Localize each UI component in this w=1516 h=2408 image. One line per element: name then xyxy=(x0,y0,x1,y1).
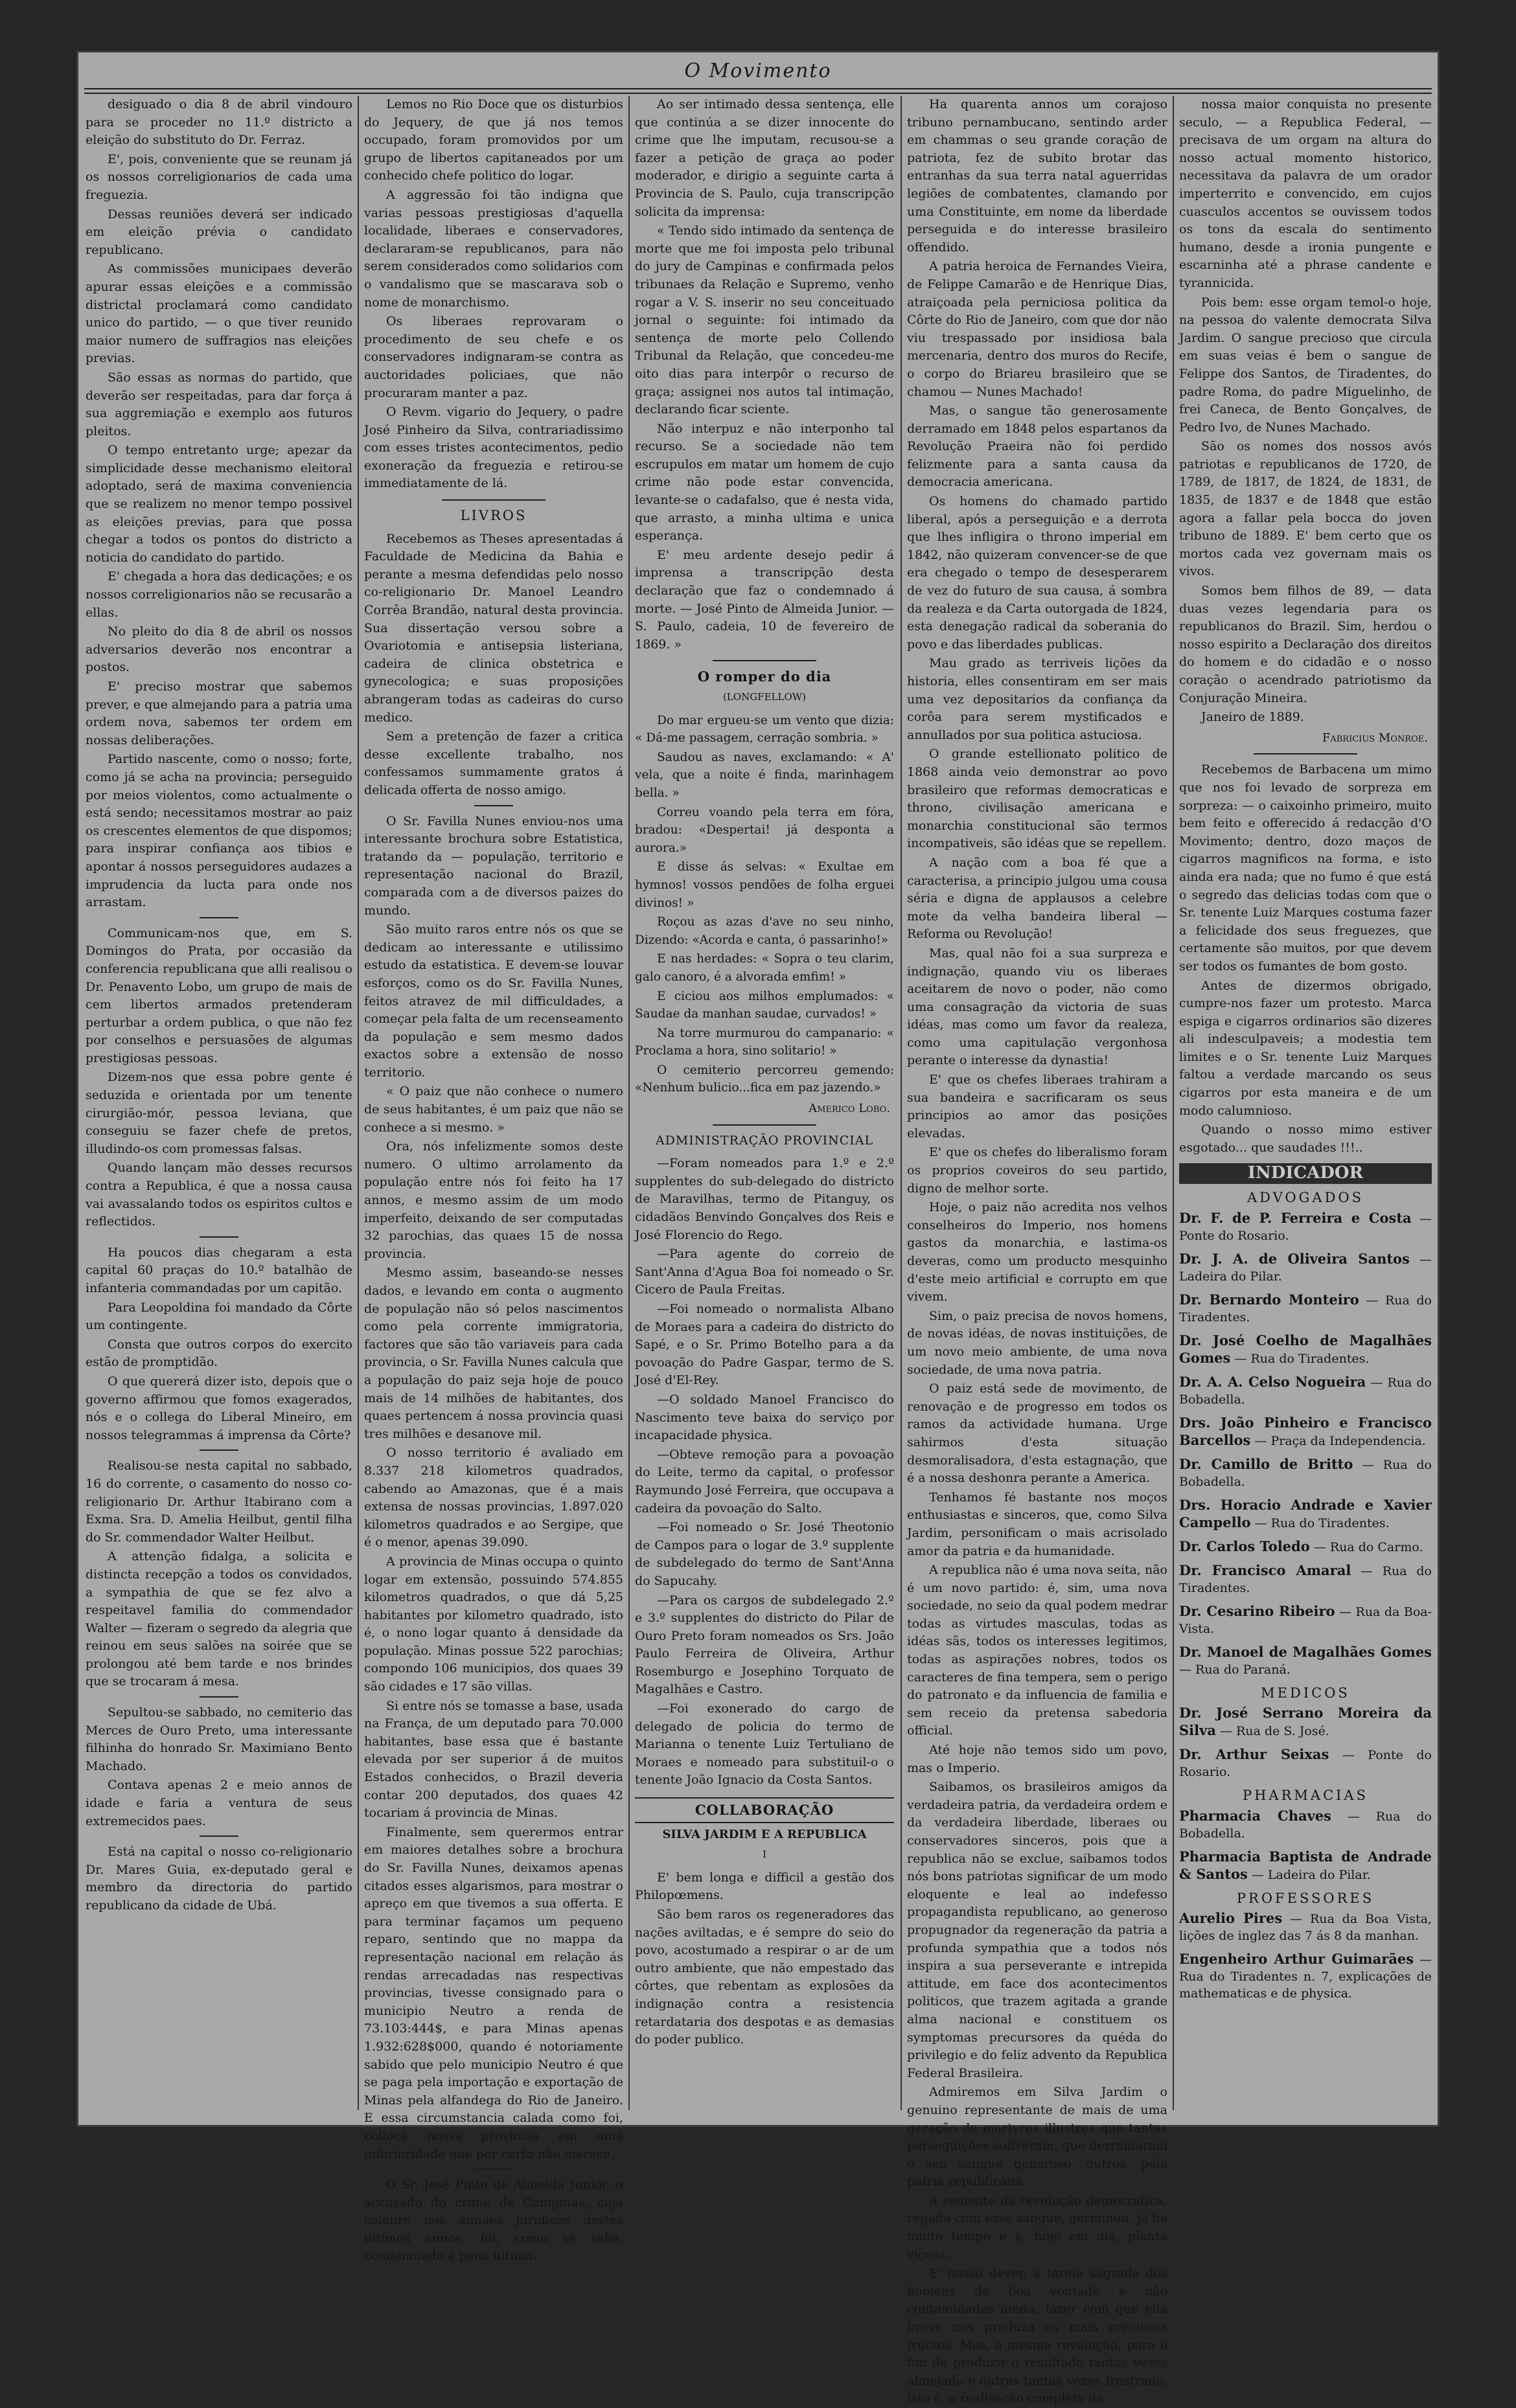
paragraph: E' preciso mostrar que sabemos prever, e que almejando para a patria uma ordem nova, sabemos ter ordem em nossas deliberações. xyxy=(86,679,352,747)
entry-address: — Rua do Tiradentes. xyxy=(1179,1563,1432,1595)
entry-name: Engenheiro Arthur Guimarães xyxy=(1179,1951,1414,1968)
paragraph: E' meu ardente desejo pedir á imprensa a transcripção desta declaração que faz o condemnado á morte. — José Pinto de Almeida Junior. — S. Paulo, cadeia, 10 de fevereiro de 1869. » xyxy=(635,547,894,652)
directory-entry xyxy=(1179,1562,1432,1596)
entry-name: Dr. Carlos Toledo xyxy=(1179,1538,1310,1554)
paragraph: Communicam-nos que, em S. Domingos do Prata, por occasião da conferencia republicana que alli realisou o Dr. Penavento Lobo, um grupo de mais de cem libertos armados pretenderam perturbar a ordem publica, o que não fez por conselhos e persuasões de algumas prestigiosas pessoas. xyxy=(86,926,352,1065)
paragraph: Saibamos, os brasileiros amigos da verdadeira patria, da verdadeira ordem e da verdadeira liberdade, liberaes ou conservadores sinceros, pois que a republica não se exclue, saibamos todos nós bons patriotas significar de um modo eloquente e leal ao indefesso propagandista republicano, ao generoso propugnador da regeneração da patria a profunda sympathia que a todos nós inspira a sua perseverante e intrepida attitude, em face dos acontecimentos politicos, que trazem agitada a grande alma nacional e constituem os symptomas precursores da quéda do privilegio e do feliz advento da Republica Federal Brasileira. xyxy=(907,1780,1167,2080)
admin-notices xyxy=(635,1155,894,1789)
paragraph: Sim, o paiz precisa de novos homens, de novas idéas, de novas instituições, de um novo meio ambiente, de uma nova sociedade, de uma nova patria. xyxy=(907,1308,1167,1377)
admin-heading: ADMINISTRAÇÃO PROVINCIAL xyxy=(655,1133,874,1148)
directory-entry xyxy=(1179,1374,1432,1408)
paragraph: « Tendo sido intimado da sentença de morte que me foi imposta pelo tribunal do jury de Campinas e confirmada pelos tribunaes da Relação e Supremo, venho rogar a V. S. inserir no seu conceituado jornal o seguinte: foi intimado da sentença de morte pelo Collendo Tribunal da Relação, que concedeu-me oito dias para interpôr o recurso de graça; assignei nos autos tal intimação, declarando ficar sciente. xyxy=(635,223,894,417)
column-3 xyxy=(635,96,894,2117)
entry-address: — Rua do Bobadella. xyxy=(1179,1375,1432,1407)
paragraph: E', pois, conveniente que se reunam já os nossos correligionarios de cada uma freguezia. xyxy=(86,152,352,202)
favilla-article xyxy=(364,813,623,2164)
paragraph: Mau grado as terriveis lições da historia, elles consentiram em ser mais uma vez depositarios da confiança da corôa para serem mystificados e annullados por sua politica astuciosa. xyxy=(907,656,1167,742)
paragraph: Tenhamos fé bastante nos moços enthusiastas e sinceros, que, como Silva Jardim, personificam o mais acrisolado amor da patria e da humanidade. xyxy=(907,1490,1167,1558)
entry-address: — Rua do Tiradentes n. 7, explicações de mathematicas e de physica. xyxy=(1179,1953,1432,2001)
entry-address: — Rua do Carmo. xyxy=(1313,1539,1423,1554)
paragraph: O Revm. vigario do Jequery, o padre José Pinheiro da Silva, contrariadissimo com esses tristes acontecimentos, pedio exoneração da freguezia e retirou-se immediatamente de lá. xyxy=(364,405,623,491)
entry-name: Aurelio Pires xyxy=(1179,1910,1283,1927)
paragraph: Ora, nós infelizmente somos deste numero. O ultimo arrolamento da população entre nós foi feito ha 17 annos, e mesmo assim de um modo imperfeito, deixando de ser computadas 32 parochias, das quaes 15 de nossa provincia. xyxy=(364,1139,623,1261)
header-rule xyxy=(84,88,1432,94)
paragraph: O que quererá dizer isto, depois que o governo affirmou que fomos exagerados, nós e o collega do Liberal Mineiro, em nossos telegrammas á imprensa da Côrte? xyxy=(86,1374,352,1442)
entry-address: — Ponte do Rosario. xyxy=(1179,1211,1432,1243)
entry-address: — Rua do Tiradentes. xyxy=(1179,1293,1432,1324)
entry-address: — Rua do Tiradentes. xyxy=(1254,1516,1390,1530)
collab-article xyxy=(635,1869,894,2049)
paragraph: Sem a pretenção de fazer a critica desse excellente trabalho, nos confessamos summamente gratos á delicada offerta de nosso amigo. xyxy=(364,729,623,797)
poem-stanza: Roçou as azas d'ave no seu ninho, Dizendo: «Acorda e canta, ó passarinho!» xyxy=(635,915,894,947)
column-rule xyxy=(901,96,902,2110)
entry-address: — Rua de S. José. xyxy=(1219,1724,1329,1739)
medicos-list xyxy=(1179,1705,1432,1780)
pharmacias-heading: PHARMACIAS xyxy=(1242,1788,1368,1804)
professores-list xyxy=(1179,1910,1432,2002)
poem-stanza: E disse ás selvas: « Exultae em hymnos! vossos pendões de folha erguei divinos! » xyxy=(635,860,894,910)
paragraph: Ao ser intimado dessa sentença, elle que continúa a se dizer innocente do crime que lhe imputam, recusou-se a fazer a petição de graça ao poder moderador, e dirigio a seguinte carta á Provincia de S. Paulo, cuja transcripção solicita da imprensa: xyxy=(635,97,894,219)
directory-entry xyxy=(1179,1910,1432,1944)
paragraph: Recebemos as Theses apresentadas á Faculdade de Medicina da Bahia e perante a mesma defendidas pelo nosso co-religionario Dr. Manoel Leandro Corrêa Brandão, natural desta provincia. Sua dissertação versou sobre a Ovariotomia e antisepsia listeriana, cadeira de clinica obstetrica e gynecologica; e suas proposições abrangeram todas as cadeiras do curso medico. xyxy=(364,531,623,725)
entry-name: Dr. José Serrano Moreira da Silva xyxy=(1179,1705,1432,1739)
poem-signature: Americo Lobo. xyxy=(809,1102,890,1116)
directory-entry xyxy=(1179,1497,1432,1532)
separator xyxy=(1254,753,1357,755)
professores-heading: PROFESSORES xyxy=(1236,1890,1375,1906)
masthead xyxy=(76,51,1440,89)
paragraph: E' que os chefes liberaes trahiram a sua bandeira e sacrificaram os seus principios ao amor das posições elevadas. xyxy=(907,1073,1167,1141)
advogados-heading: ADVOGADOS xyxy=(1246,1190,1364,1206)
advogados-list xyxy=(1179,1210,1432,1678)
poem-stanza: Correu voando pela terra em fóra, bradou: «Despertai! já desponta a aurora.» xyxy=(635,805,894,855)
paragraph: —Foi nomeado o normalista Albano de Moraes para a cadeira do districto do Sapé, e o Sr. Primo Botelho para a da povoação do Padre Gaspar, termo de S. José d'El-Rey. xyxy=(635,1302,894,1388)
paragraph: A provincia de Minas occupa o quinto logar em extensão, possuindo 574.855 kilometros quadrados, o que dá 5,25 habitantes por kilometro quadrado, isto é, o nono logar quanto á densidade da população. Minas possue 522 parochias; compondo 106 municipios, dos quaes 39 são cidades e 17 são villas. xyxy=(364,1554,623,1694)
paragraph: —Para agente do correio de Sant'Anna d'Agua Boa foi nomeado o Sr. Cicero de Paula Freitas. xyxy=(635,1247,894,1297)
column-2 xyxy=(364,96,623,2264)
directory-entry xyxy=(1179,1705,1432,1740)
entry-name: Dr. Manoel de Magalhães Gomes xyxy=(1179,1643,1432,1660)
paragraph: E' nosso dever, a tarefa sagrada dos homens de boa vontade e não contaminados ainda, fazer com que ella breve nos produza os mais preciosos fructos. Mas, a mesma revolução, para o fim de produzir o resultado tantas vezes almejado e outras tantas vezes frustrado, isto é, a realisação completa da xyxy=(907,2266,1167,2406)
separator xyxy=(200,1696,238,1698)
paragraph: A nação com a boa fé que a caracterisa, a principio julgou uma cousa séria e digna de applausos a celebre mote da velha bandeira liberal — Reforma ou Revolução! xyxy=(907,855,1167,942)
paragraph: —Obteve remoção para a povoação do Leite, termo da capital, o professor Raymundo José Ferreira, que occupava a cadeira da povoação do Salto. xyxy=(635,1447,894,1516)
entry-name: Dr. J. A. de Oliveira Santos xyxy=(1179,1250,1410,1267)
separator xyxy=(474,2168,513,2170)
directory-entry xyxy=(1179,1210,1432,1244)
poem-stanza: E nas herdades: « Sopra o teu clarim, galo canoro, é a alvorada emfim! » xyxy=(635,952,894,984)
paragraph: Partido nascente, como o nosso; forte, como já se acha na provincia; perseguido por meios violentos, como actualmente o está sendo; necessitamos mostrar ao paiz os crescentes elementos de que dispomos; para inspirar confiança aos tibios e apontar á nossos perseguidores audazes a imprudencia da lucta para onde nos arrastam. xyxy=(86,752,352,910)
paragraph: São essas as normas do partido, que deverão ser respeitadas, para dar força á sua aggremiação e exemplo aos futuros pleitos. xyxy=(86,370,352,438)
paragraph: O paiz está sede de movimento, de renovação e de progresso em todos os ramos da actividade humana. Urge sahirmos d'esta situação desmoralisadora, d'esta estagnação, que é a nossa deshonra perante a America. xyxy=(907,1381,1167,1486)
paragraph: desiguado o dia 8 de abril vindouro para se proceder no 11.º districto a eleição do substituto do Dr. Ferraz. xyxy=(86,97,352,148)
paragraph: Consta que outros corpos do exercito estão de promptidão. xyxy=(86,1337,352,1370)
paragraph: Ha poucos dias chegaram a esta capital 60 praças do 10.º batalhão de infanteria commandadas por um capitão. xyxy=(86,1245,352,1295)
paragraph: Mas, o sangue tão generosamente derramado em 1848 pelos espartanos da Revolução Praeira não foi perdido felizmente para a santa causa da democracia americana. xyxy=(907,403,1167,490)
separator xyxy=(713,1124,816,1126)
paragraph: Hoje, o paiz não acredita nos velhos conselheiros do Imperio, nos homens gastos da monarchia, e lastima-os deveras, como um producto mesquinho d'este meio artificial e corrupto em que vivem. xyxy=(907,1200,1167,1304)
column-4 xyxy=(907,96,1167,2406)
column-rule xyxy=(358,96,359,2110)
directory-entry xyxy=(1179,1538,1432,1556)
newspaper-page xyxy=(76,51,1440,2406)
entry-name: Drs. João Pinheiro e Francisco Barcellos xyxy=(1179,1414,1432,1448)
collab-number: I xyxy=(763,1848,766,1861)
separator xyxy=(442,499,546,501)
paragraph: Os homens do chamado partido liberal, após a perseguição e a derrota que lhes infligira o throno imperial em 1842, não quizeram convencer-se de que era chegado o tempo de desesperarem de vez do futuro de sua causa, á sombra da realeza e da Carta outorgada de 1824, esta denegação radical da soberania do povo e das liberdades publicas. xyxy=(907,494,1167,652)
poem-body xyxy=(635,712,894,1097)
paragraph: O nosso territorio é avaliado em 8.337 218 kilometros quadrados, cabendo ao Amazonas, que é a mais extensa de nossas provincias, 1.897.020 kilometros quadrados e ao Sergipe, que é o menor, apenas 39.090. xyxy=(364,1446,623,1550)
paragraph: Dizem-nos que essa pobre gente é seduzida e orientada por um tenente cirurgião-mór, pessoa leviana, que conseguiu se fazer chefe de pretos, illudindo-os com promessas falsas. xyxy=(86,1070,352,1156)
paragraph: No pleito do dia 8 de abril os nossos adversarios deverão nos encontrar a postos. xyxy=(86,624,352,675)
directory-entry xyxy=(1179,1456,1432,1490)
collab-subtitle: SILVA JARDIM E A REPUBLICA xyxy=(662,1827,867,1841)
paragraph: As commissões municipaes deverão apurar essas eleições e a commissão districtal proclamará como candidato unico do partido, — o que tiver reunido maior numero de suffragios nas eleições previas. xyxy=(86,262,352,366)
entry-address: — Ladeira do Pilar. xyxy=(1251,1867,1371,1882)
collab-heading: COLLABORAÇÃO xyxy=(635,1797,894,1823)
separator xyxy=(200,1835,238,1837)
indicador-heading: INDICADOR xyxy=(1179,1163,1432,1184)
medicos-heading: MEDICOS xyxy=(1261,1685,1350,1701)
entry-name: Dr. José Coelho de Magalhães Gomes xyxy=(1179,1332,1432,1366)
directory-entry xyxy=(1179,1951,1432,2002)
paragraph: Admiremos em Silva Jardim o genuino representante de mais de uma geração de martyres illustres que tantas perseguições soffreram, que derramaram o seu sangue generoso, outros, pela patria republicana. xyxy=(907,2085,1167,2189)
column-1 xyxy=(86,96,352,2117)
paragraph: —Para os cargos de subdelegado 2.º e 3.º supplentes do districto do Pilar de Ouro Preto foram nomeados os Srs. João Paulo Ferreira de Oliveira, Arthur Rosemburgo e Josephino Torquato de Magalhães e Castro. xyxy=(635,1593,894,1697)
silva-jardim-article xyxy=(907,96,1167,2408)
paragraph: Contava apenas 2 e meio annos de idade e faria a ventura de seus extremecidos paes. xyxy=(86,1778,352,1828)
poem-stanza: Saudou as naves, exclamando: « A' vela, que a noite é finda, marinhagem bella. » xyxy=(635,750,894,800)
paragraph: Realisou-se nesta capital no sabbado, 16 do corrente, o casamento do nosso co-religionario Dr. Arthur Itabirano com a Exma. Sra. D. Amelia Heilbut, gentil filha do Sr. commendador Walter Heilbut. xyxy=(86,1459,352,1545)
paragraph: Quando lançam mão desses recursos contra a Republica, é que a nossa causa vai avassalando todos os espiritos cultos e reflectidos. xyxy=(86,1161,352,1229)
paragraph: —Foram nomeados para 1.º e 2.º supplentes do sub-delegado do districto de Maravilhas, termo de Pitanguy, os cidadãos Benvindo Gonçalves dos Reis e José Florencio do Rego. xyxy=(635,1156,894,1242)
paragraph: O tempo entretanto urge; apezar da simplicidade desse mechanismo eleitoral adoptado, será de maxima conveniencia que se realizem no menor tempo possivel as eleições previas, para que possa chegar a todos os pontos do districto a noticia do candidato do partido. xyxy=(86,443,352,565)
obituary-article xyxy=(86,1704,352,1830)
sao-domingos-article xyxy=(86,925,352,1231)
column-5 xyxy=(1179,96,1432,2117)
directory-entry xyxy=(1179,1332,1432,1367)
paragraph: nossa maior conquista no presente seculo, — a Republica Federal, — precisava de um orgam na altura do nosso actual momento historico, necessitava da palavra de um orador imperterrito e convencido, em cujos cuasculos accentos se ouvissem todos os tons da escala do sentimento humano, desde a ironia pungente e escarninha até a phrase candente e tyrannicida. xyxy=(1179,97,1432,290)
paragraph: Ha quarenta annos um corajoso tribuno pernambucano, sentindo arder em chammas o seu grande coração de patriota, fez de subito brotar das entranhas da sua terra natal aguerridas legiões de combatentes, clamando por uma Constituinte, em nome da liberdade perseguida e do interesse brasileiro offendido. xyxy=(907,97,1167,255)
paragraph: São bem raros os regeneradores das nações aviltadas, e é sempre do seio do povo, acostumado a respirar o ar de um outro ambiente, que não empestado das côrtes, que rebentam as explosões da indignação contra a resistencia retardataria dos despotas e as demasias do poder publico. xyxy=(635,1907,894,2047)
wedding-article xyxy=(86,1457,352,1691)
paragraph: Os liberaes reprovaram o procedimento de seu chefe e os conservadores indignaram-se contra as auctoridades policiaes, que não procuraram manter a paz. xyxy=(364,314,623,400)
paragraph: O Sr. José Pinto de Almeida Junior, o accusado do crime de Campinas, cuja celebre nos annaes juridicos destes ultimos annos, foi, como se sabe, condemnado á pena ultima. xyxy=(364,2177,623,2264)
separator xyxy=(200,1236,238,1238)
paragraph: A attenção fidalga, a solicita e distincta recepção a todos os convidados, a sympathia de que se fez alvo a respeitavel familia do commendador Walter — fizeram o segredo da alegria que reinou em seus salões na soirée que se prolongou até bem tarde e nos brindes que se trocaram á mesa. xyxy=(86,1549,352,1689)
poem-title: O romper do dia xyxy=(697,668,832,685)
entry-address: — Ponte do Rosario. xyxy=(1179,1748,1432,1780)
paragraph: Antes de dizermos obrigado, cumpre-nos fazer um protesto. Marca espiga e cigarros ordinarios são dizeres ali indesculpaveis; a modestia tem limites e o Sr. tenente Luiz Marques faltou a verdade marcando os seus cigarros por esta maneira e de um modo calumnioso. xyxy=(1179,978,1432,1118)
poem-stanza: E ciciou aos milhos emplumados: « Saudae da manhan saudae, curvados! » xyxy=(635,989,894,1021)
paragraph: Mesmo assim, baseando-se nesses dados, e levando em conta o augmento de população não só pelos nascimentos como pela corrente immigratoria, factores que são tão variaveis para cada provincia, o Sr. Favilla Nunes calcula que a população do paiz seja hoje de pouco mais de 14 milhões de habitantes, dos quaes pertencem á nossa provincia quasi tres milhões e desanove mil. xyxy=(364,1266,623,1441)
directory-entry xyxy=(1179,1251,1432,1285)
poem-subtitle: (LONGFELLOW) xyxy=(722,691,807,703)
paragraph: O Sr. Favilla Nunes enviou-nos uma interessante brochura sobre Estatistica, tratando da — população, territorio e representação nacional do Brazil, comparada com a de diversos paizes do mundo. xyxy=(364,813,623,918)
entry-name: Pharmacia Chaves xyxy=(1179,1807,1332,1824)
paragraph: Quando o nosso mimo estiver esgotado... que saudades !!!.. xyxy=(1179,1122,1432,1155)
directory-entry xyxy=(1179,1808,1432,1842)
directory-entry xyxy=(1179,1644,1432,1678)
entry-name: Dr. Bernardo Monteiro xyxy=(1179,1291,1359,1308)
paragraph: Si entre nós se tomasse a base, usada na França, de um deputado para 70.000 habitantes, base essa que é bastante elevada por ser superior á de muitos Estados conhecidos, o Brazil deveria contar 200 deputados, dos quaes 42 tocariam á provincia de Minas. xyxy=(364,1698,623,1821)
entry-address: — Ladeira do Pilar. xyxy=(1179,1252,1432,1284)
visitor-article xyxy=(86,1843,352,1914)
jequery-article xyxy=(364,96,623,493)
poem-stanza: O cemiterio percorreu gemendo: «Nenhum bulicio...fica em paz jazendo.» xyxy=(635,1063,894,1095)
directory-entry xyxy=(1179,1746,1432,1780)
poem-stanza: Do mar ergueu-se um vento que dizia: « Dá-me passagem, cerração sombria. » xyxy=(635,713,894,745)
entry-address: — Rua do Tiradentes. xyxy=(1234,1351,1370,1366)
paragraph: São muito raros entre nós os que se dedicam ao interessante e utilissimo estudo da estatistica. E devem-se louvar esforços, como os do Sr. Favilla Nunes, feitos atravez de mil difficuldades, a começar pela falta de um recenseamento da população e sem mesmo dados exactos sobre a extensão de nosso territorio. xyxy=(364,922,623,1080)
paragraph: Finalmente, sem querermos entrar em maiores detalhes sobre a brochura do Sr. Favilla Nunes, deixamos apenas citados esses algarismos, para mostrar o apreço em que tivemos a sua offerta. E para terminar façamos um pequeno reparo, sentindo que no mappa da representação nacional em relação ás rendas arrecadadas nas respectivas provincias, tivesse consignado para o municipio Neutro a renda de 73.103:444$, e para Minas apenas 1.932:628$000, quando é notoriamente sabido que pelo municipio Neutro é que se paga pela importação e exportação de Minas pela alfandega do Rio de Janeiro. E essa circumstancia calada como foi, colloca nossa provincia em uma inferioridade que por certo não merece. xyxy=(364,1824,623,2161)
entry-name: Dr. A. A. Celso Nogueira xyxy=(1179,1373,1366,1390)
paragraph: Não interpuz e não interponho tal recurso. Se a sociedade não tem escrupulos em matar um homem de cujo crime não pode estar convencida, levante-se o cadafalso, que é nesta vida, que arrasto, a minha ultima e unica esperança. xyxy=(635,421,894,543)
paragraph: E' que os chefes do liberalismo foram os proprios coveiros do seu partido, digno de melhor sorte. xyxy=(907,1145,1167,1196)
paragraph: « O paiz que não conhece o numero de seus habitantes, é um paiz que não se conhece a si mesmo. » xyxy=(364,1084,623,1135)
paragraph: Mas, qual não foi a sua surpreza e indignação, quando viu os liberaes aceitarem de novo o poder, não como uma consagração da victoria de suas idéas, mas como um favor da realeza, como uma capitulação vergonhosa perante o interesse da dynastia! xyxy=(907,946,1167,1068)
silva-jardim-continued xyxy=(1179,96,1432,707)
paragraph: E' chegada a hora das dedicações; e os nossos correligionarios não se recusarão a ellas. xyxy=(86,569,352,620)
entry-address: — Rua da Boa-Vista. xyxy=(1179,1604,1432,1636)
paragraph: Para Leopoldina foi mandado da Côrte um contingente. xyxy=(86,1300,352,1333)
paragraph: —Foi exonerado do cargo de delegado de policia do termo de Marianna o tenente Luiz Tertuliano de Moraes e nomeado para substituil-o o tenente João Ignacio da Costa Santos. xyxy=(635,1701,894,1788)
poem-stanza: Na torre murmurou do campanario: « Proclama a hora, sino solitario! » xyxy=(635,1026,894,1058)
paragraph: Está na capital o nosso co-religionario Dr. Mares Guia, ex-deputado geral e membro da directoria do partido republicano da cidade de Ubá. xyxy=(86,1845,352,1913)
directory-entry xyxy=(1179,1848,1432,1883)
paragraph: A semente da revolução democratica, regada com esse sangue, germinou, já ha muito tempo e é, hoje em dia, planta viçosa. xyxy=(907,2193,1167,2262)
entry-address: — Rua do Bobadella. xyxy=(1179,1809,1432,1841)
paragraph: A republica não é uma nova seita, não é um novo partido: é, sim, uma nova sociedade, no seio da qual podem medrar todas as virtudes masculas, todas as idéas sãs, todos os interesses legitimos, todas as aspirações nobres, todos os caracteres de fina tempera, sem o perigo do patronato e da influencia de familia e sem receio da pretensa sabedoria official. xyxy=(907,1563,1167,1738)
column-rule xyxy=(1173,96,1174,2110)
separator xyxy=(713,660,816,661)
entry-name: Dr. Cesarino Ribeiro xyxy=(1179,1602,1335,1619)
pharmacias-list xyxy=(1179,1808,1432,1883)
directory-entry xyxy=(1179,1291,1432,1326)
paragraph: —Foi nomeado o Sr. José Theotonio de Campos para o logar de 3.º supplente de subdelegado do termo de Sant'Anna do Sapucahy. xyxy=(635,1520,894,1588)
directory-entry xyxy=(1179,1603,1432,1637)
entry-name: Dr. F. de P. Ferreira e Costa xyxy=(1179,1209,1412,1226)
entry-address: — Rua do Bobadella. xyxy=(1179,1457,1432,1489)
paragraph: Dessas reuniões deverá ser indicado em eleição prévia o candidato republicano. xyxy=(86,207,352,257)
paragraph: E' bem longa e difficil a gestão dos Philopœmens. xyxy=(635,1870,894,1903)
paragraph: São os nomes dos nossos avós patriotas e republicanos de 1720, de 1789, de 1817, de 1824, de 1831, de 1835, de 1837 e de 1848 que estão agora a fallar pela bocca do joven tribuno de 1889. E' bem certo que os mortos cada vez governam mais os vivos. xyxy=(1179,439,1432,579)
article-date: Janeiro de 1889. xyxy=(1201,710,1304,725)
entry-name: Dr. Francisco Amaral xyxy=(1179,1562,1351,1578)
paragraph: O grande estellionato politico de 1868 ainda veio demonstrar ao povo brasileiro que reformas democraticas e throno, civilisação americana e monarchia constitucional são termos incompativeis, são idéas que se repellem. xyxy=(907,747,1167,851)
paragraph: Recebemos de Barbacena um mimo que nos foi levado de sorpreza em sorpreza: — o caixoinho primeiro, muito bem feito e offerecido á redacção d'O Movimento; dentro, dozo maços de cigarros magnificos na forma, e isto ainda era nada; que no fumo é que está o segredo das delicias todas com que o Sr. tenente Luiz Marques costuma fazer a felicidade dos seus freguezes, que certamente são muitos, por que devem ser todos os fumantes de bom gosto. xyxy=(1179,762,1432,973)
paragraph: Até hoje não temos sido um povo, mas o Imperio. xyxy=(907,1743,1167,1775)
article-signature: Fabricius Monroe. xyxy=(1322,731,1428,745)
paragraph: Pois bem: esse orgam temol-o hoje, na pessoa do valente democrata Silva Jardim. O sangue precioso que circula em suas veias é bem o sangue de Felippe dos Santos, de Tiradentes, do padre Roma, do padre Miguelinho, de frei Caneca, de Bento Gonçalves, de Pedro Ivo, de Nunes Machado. xyxy=(1179,295,1432,435)
separator xyxy=(200,1449,238,1451)
paragraph: A patria heroica de Fernandes Vieira, de Felippe Camarão e de Henrique Dias, atraiçoada pela perniciosa politica da Côrte do Rio de Janeiro, com que dor não viu trespassado por insidiosa bala mercenaria, dentro dos muros do Recife, o corpo do Briareu brasileiro que se chamou — Nunes Machado! xyxy=(907,259,1167,399)
entry-name: Drs. Horacio Andrade e Xavier Campello xyxy=(1179,1496,1432,1530)
separator xyxy=(474,805,513,806)
livros-article xyxy=(364,530,623,800)
entry-name: Pharmacia Baptista de Andrade & Santos xyxy=(1179,1848,1432,1882)
section-heading-livros: LIVROS xyxy=(460,508,527,524)
entry-name: Dr. Camillo de Britto xyxy=(1179,1455,1353,1472)
barbacena-article xyxy=(1179,761,1432,1157)
paragraph: Somos bem filhos de 89, — data duas vezes legendaria para os republicanos do Brazil. Sim, herdou o nosso espirito a Declaração dos direitos do homem e do cidadão e o nosso coração o acendrado patriotismo da Conjuração Mineira. xyxy=(1179,584,1432,705)
troops-article xyxy=(86,1244,352,1445)
entry-address: — Rua do Paraná. xyxy=(1179,1662,1291,1677)
pinto-letter xyxy=(635,96,894,653)
entry-address: — Praça da Independencia. xyxy=(1254,1433,1426,1448)
paragraph: Sepultou-se sabbado, no cemiterio das Merces de Ouro Preto, uma interessante filhinha do honrado Sr. Maximiano Bento Machado. xyxy=(86,1705,352,1773)
separator xyxy=(200,917,238,918)
newspaper-title: O Movimento xyxy=(684,60,832,82)
directory-entry xyxy=(1179,1414,1432,1449)
paragraph: Lemos no Rio Doce que os disturbios do Jequery, de que já nos temos occupado, foram promovidos por um grupo de libertos capitaneados por um conhecido chefe politico do logar. xyxy=(364,97,623,183)
pinto-article xyxy=(364,2176,623,2266)
paragraph: —O soldado Manoel Francisco do Nascimento teve baixa do serviço por incapacidade physica. xyxy=(635,1392,894,1443)
paragraph: A aggressão foi tão indigna que varias pessoas prestigiosas d'aquella localidade, liberaes e conservadores, declararam-se republicanos, para não serem considerados como solidarios com o vandalismo que se mascarava sob o nome de monarchismo. xyxy=(364,187,623,310)
election-article xyxy=(86,96,352,912)
column-rule xyxy=(628,96,630,2110)
entry-address: — Rua da Boa Vista, lições de inglez das 7 ás 8 da manhan. xyxy=(1179,1912,1432,1944)
entry-name: Dr. Arthur Seixas xyxy=(1179,1746,1329,1763)
